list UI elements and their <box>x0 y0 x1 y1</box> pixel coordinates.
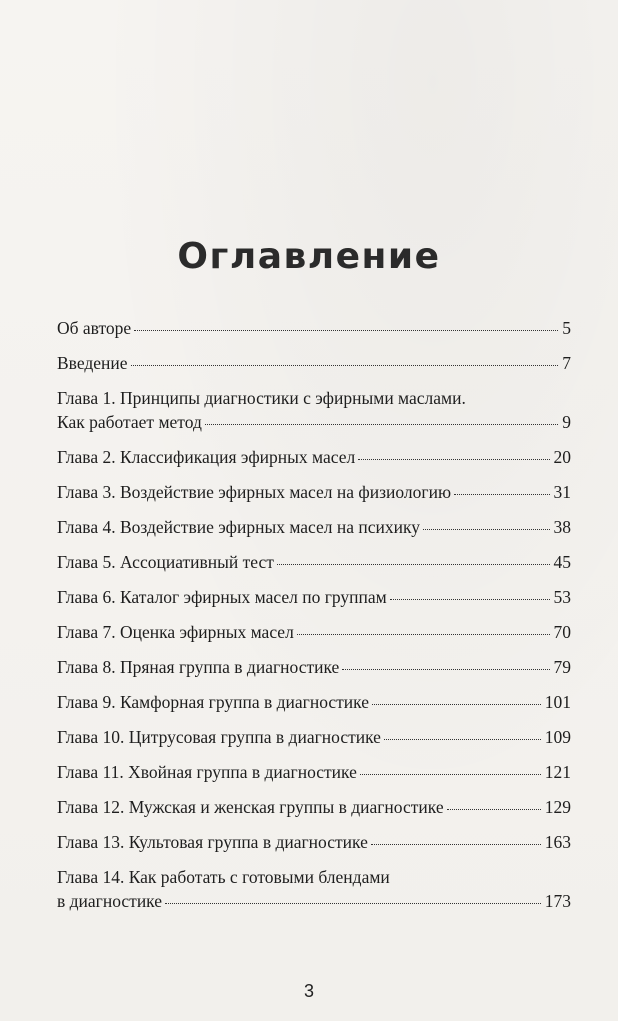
toc-entry-text: Глава 11. Хвойная группа в диагностике <box>57 762 357 782</box>
toc-entry-text: Об авторе <box>57 318 132 338</box>
dot-leader <box>277 564 550 565</box>
toc-entry-chapter-12 <box>57 795 571 819</box>
dot-leader <box>447 809 541 810</box>
toc-entry-chapter-13 <box>57 830 571 854</box>
table-of-contents <box>57 316 571 924</box>
toc-entry-chapter-1 <box>57 386 571 434</box>
dot-leader <box>205 424 558 425</box>
toc-entry-page: 20 <box>553 447 571 467</box>
toc-entry-text: Глава 13. Культовая группа в диагностике <box>57 832 368 852</box>
toc-entry-text: Как работает метод <box>57 412 202 432</box>
toc-entry-text: Глава 10. Цитрусовая группа в диагностике <box>57 727 381 747</box>
dot-leader <box>134 330 558 331</box>
toc-entry-chapter-5 <box>57 550 571 574</box>
toc-entry-chapter-4 <box>57 515 571 539</box>
toc-entry-page: 121 <box>544 762 571 782</box>
toc-entry-text-line1: Глава 1. Принципы диагностики с эфирными маслами. <box>57 388 466 408</box>
toc-entry-introduction <box>57 351 571 375</box>
toc-entry-page: 173 <box>544 891 571 911</box>
toc-entry-text: Глава 6. Каталог эфирных масел по группам <box>57 587 387 607</box>
toc-entry-page: 38 <box>553 517 571 537</box>
toc-entry-chapter-8 <box>57 655 571 679</box>
toc-entry-chapter-6 <box>57 585 571 609</box>
dot-leader <box>358 459 549 460</box>
toc-entry-page: 7 <box>562 353 571 373</box>
page-title: Оглавление <box>177 236 441 277</box>
toc-entry-page: 9 <box>562 412 571 432</box>
toc-entry-text: Введение <box>57 353 128 373</box>
dot-leader <box>454 494 549 495</box>
toc-entry-page: 109 <box>544 727 571 747</box>
toc-entry-text: Глава 5. Ассоциативный тест <box>57 552 274 572</box>
toc-entry-text: в диагностике <box>57 891 163 911</box>
toc-entry-page: 31 <box>553 482 571 502</box>
toc-entry-text-line1: Глава 14. Как работать с готовыми блендами <box>57 867 390 887</box>
dot-leader <box>390 599 550 600</box>
toc-entry-text: Глава 2. Классификация эфирных масел <box>57 447 356 467</box>
toc-entry-chapter-3 <box>57 480 571 504</box>
toc-entry-page: 163 <box>544 832 571 852</box>
toc-entry-text: Глава 12. Мужская и женская группы в диагностике <box>57 797 444 817</box>
toc-entry-page: 53 <box>553 587 571 607</box>
toc-entry-page: 79 <box>553 657 571 677</box>
dot-leader <box>131 365 559 366</box>
toc-entry-text: Глава 3. Воздействие эфирных масел на физиологию <box>57 482 452 502</box>
toc-entry-text: Глава 7. Оценка эфирных масел <box>57 622 294 642</box>
toc-entry-text: Глава 4. Воздействие эфирных масел на психику <box>57 517 421 537</box>
dot-leader <box>371 844 541 845</box>
dot-leader <box>297 634 550 635</box>
toc-entry-page: 101 <box>544 692 571 712</box>
toc-entry-chapter-2 <box>57 445 571 469</box>
dot-leader <box>360 774 541 775</box>
toc-entry-chapter-10 <box>57 725 571 749</box>
dot-leader <box>165 903 541 904</box>
dot-leader <box>423 529 549 530</box>
dot-leader <box>342 669 549 670</box>
toc-entry-chapter-7 <box>57 620 571 644</box>
toc-entry-page: 70 <box>553 622 571 642</box>
toc-entry-chapter-9 <box>57 690 571 714</box>
dot-leader <box>384 739 541 740</box>
toc-entry-text: Глава 8. Пряная группа в диагностике <box>57 657 340 677</box>
page-number: 3 <box>303 981 314 1001</box>
toc-entry-page: 5 <box>562 318 571 338</box>
toc-entry-about-author <box>57 316 571 340</box>
toc-entry-chapter-11 <box>57 760 571 784</box>
toc-entry-text: Глава 9. Камфорная группа в диагностике <box>57 692 369 712</box>
dot-leader <box>372 704 541 705</box>
toc-entry-page: 129 <box>544 797 571 817</box>
toc-entry-page: 45 <box>553 552 571 572</box>
toc-entry-chapter-14 <box>57 865 571 913</box>
